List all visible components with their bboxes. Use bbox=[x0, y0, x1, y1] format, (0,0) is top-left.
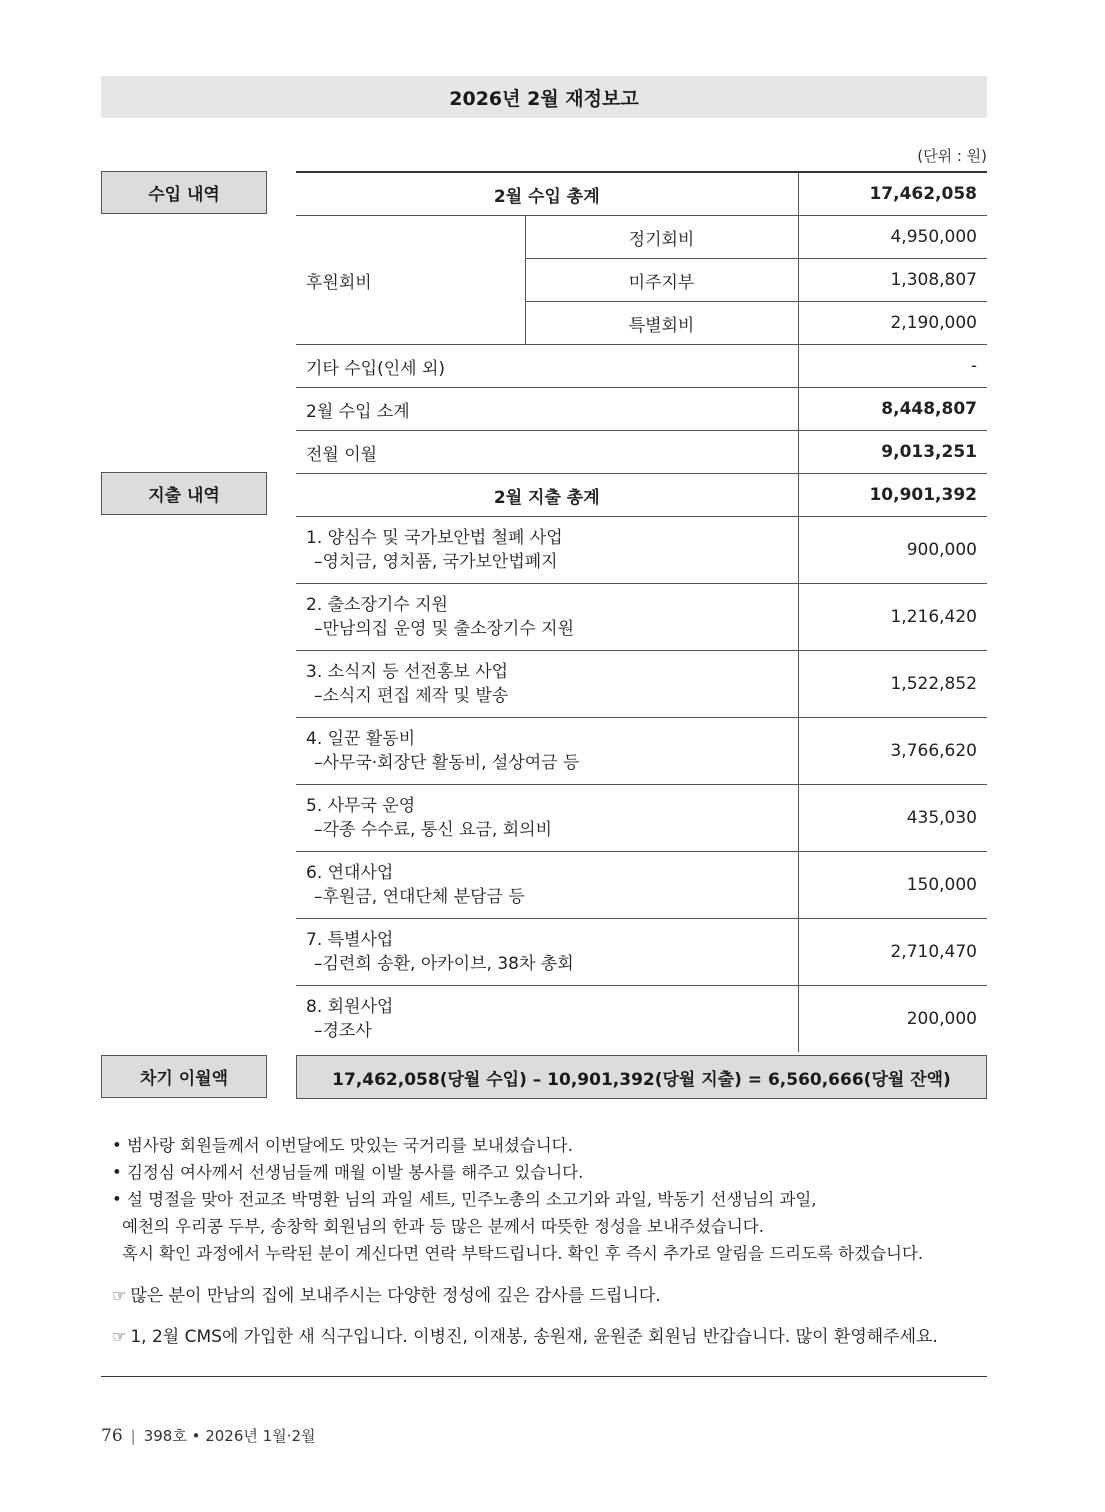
thanks-note bbox=[112, 1281, 661, 1306]
income-total-value: 17,462,058 bbox=[798, 172, 987, 216]
expense-item-row bbox=[296, 785, 987, 852]
expense-item-value: 200,000 bbox=[798, 986, 987, 1053]
dues-label: 미주지부 bbox=[525, 259, 798, 302]
page-number: 76 bbox=[101, 1426, 123, 1446]
dues-label: 정기회비 bbox=[525, 216, 798, 259]
expense-item bbox=[296, 919, 798, 986]
expense-total-label: 2월 지출 총계 bbox=[296, 474, 798, 517]
expense-item-detail: –영치금, 영치품, 국가보안법폐지 bbox=[314, 552, 558, 572]
expense-item bbox=[296, 517, 798, 584]
note-item-continued: 혹시 확인 과정에서 누락된 분이 계신다면 연락 부탁드립니다. 확인 후 즉시 추가로 알림을 드리도록 하겠습니다. bbox=[122, 1244, 924, 1263]
expense-item-detail: –김련희 송환, 아카이브, 38차 총회 bbox=[314, 954, 574, 974]
expense-item-value: 1,522,852 bbox=[798, 651, 987, 718]
prev-carryover-row bbox=[296, 431, 987, 474]
expense-item bbox=[296, 718, 798, 785]
expense-item-title: 8. 회원사업 bbox=[306, 997, 394, 1017]
thanks-text: 많은 분이 만남의 집에 보내주시는 다양한 정성에 깊은 감사를 드립니다. bbox=[130, 1286, 661, 1306]
expense-item bbox=[296, 584, 798, 651]
expense-item-title: 1. 양심수 및 국가보안법 철폐 사업 bbox=[306, 528, 563, 548]
expense-item-title: 7. 특별사업 bbox=[306, 930, 394, 950]
note-item: • 설 명절을 맞아 전교조 박명환 님의 과일 세트, 민주노총의 소고기와 과일, 박동기 선생님의 과일, bbox=[112, 1190, 817, 1209]
expense-item-row bbox=[296, 584, 987, 651]
expense-item-title: 6. 연대사업 bbox=[306, 863, 394, 883]
dues-row bbox=[296, 216, 987, 259]
expense-item bbox=[296, 852, 798, 919]
dues-value: 4,950,000 bbox=[798, 216, 987, 259]
carryover-section-label: 차기 이월액 bbox=[101, 1055, 267, 1098]
unit-note: (단위 : 원) bbox=[917, 147, 987, 165]
dues-value: 2,190,000 bbox=[798, 302, 987, 345]
dues-label: 특별회비 bbox=[525, 302, 798, 345]
new-members-note bbox=[112, 1322, 938, 1347]
expense-item-value: 1,216,420 bbox=[798, 584, 987, 651]
expense-item bbox=[296, 986, 798, 1053]
report-title: 2026년 2월 재정보고 bbox=[101, 76, 987, 118]
divider bbox=[101, 1376, 987, 1377]
note-item-continued: 예천의 우리콩 두부, 송창학 회원님의 한과 등 많은 분께서 따뜻한 정성을 보내주셨습니다. bbox=[122, 1217, 764, 1236]
expense-item-row bbox=[296, 919, 987, 986]
expense-item-detail: –후원금, 연대단체 분담금 등 bbox=[314, 887, 525, 907]
note-item: • 김정심 여사께서 선생님들께 매월 이발 봉사를 해주고 있습니다. bbox=[112, 1163, 584, 1182]
new-members-text: 1, 2월 CMS에 가입한 새 식구입니다. 이병진, 이재봉, 송원재, 윤원준 회원님 반갑습니다. 많이 환영해주세요. bbox=[130, 1327, 938, 1347]
expense-total-row bbox=[296, 474, 987, 517]
expense-item-row bbox=[296, 517, 987, 584]
expense-item-detail: –경조사 bbox=[314, 1021, 372, 1041]
expense-item-title: 2. 출소장기수 지원 bbox=[306, 595, 448, 615]
expense-item-detail: –소식지 편집 제작 및 발송 bbox=[314, 686, 509, 706]
finance-table bbox=[296, 171, 987, 1052]
expense-item-detail: –사무국·회장단 활동비, 설상여금 등 bbox=[314, 753, 580, 773]
footer-separator: | bbox=[130, 1427, 136, 1445]
page-footer bbox=[101, 1425, 315, 1446]
income-subtotal-label: 2월 수입 소계 bbox=[296, 388, 798, 431]
expense-item-title: 3. 소식지 등 선전홍보 사업 bbox=[306, 662, 509, 682]
expense-item-row bbox=[296, 651, 987, 718]
prev-carryover-value: 9,013,251 bbox=[798, 431, 987, 474]
expense-total-value: 10,901,392 bbox=[798, 474, 987, 517]
expense-item bbox=[296, 651, 798, 718]
expense-item-row bbox=[296, 718, 987, 785]
expense-item-title: 5. 사무국 운영 bbox=[306, 796, 416, 816]
expense-item-detail: –각종 수수료, 통신 요금, 회의비 bbox=[314, 820, 552, 840]
income-total-label: 2월 수입 총계 bbox=[296, 172, 798, 216]
expense-item-row bbox=[296, 986, 987, 1053]
expense-item-title: 4. 일꾼 활동비 bbox=[306, 729, 416, 749]
balance-summary: 17,462,058(당월 수입) – 10,901,392(당월 지출) = 6,560,666(당월 잔액) bbox=[296, 1055, 987, 1099]
expense-item-value: 2,710,470 bbox=[798, 919, 987, 986]
dues-group-label: 후원회비 bbox=[296, 216, 525, 345]
expense-item bbox=[296, 785, 798, 852]
income-subtotal-row bbox=[296, 388, 987, 431]
note-item: • 범사랑 회원들께서 이번달에도 맛있는 국거리를 보내셨습니다. bbox=[112, 1136, 573, 1155]
other-income-value: - bbox=[798, 345, 987, 388]
pointing-hand-icon: ☞ bbox=[112, 1286, 127, 1305]
expense-section-label: 지출 내역 bbox=[101, 472, 267, 515]
dues-value: 1,308,807 bbox=[798, 259, 987, 302]
income-section-label: 수입 내역 bbox=[101, 171, 267, 214]
income-total-row bbox=[296, 172, 987, 216]
prev-carryover-label: 전월 이월 bbox=[296, 431, 798, 474]
notes-list bbox=[112, 1132, 992, 1267]
other-income-label: 기타 수입(인세 외) bbox=[296, 345, 798, 388]
expense-item-value: 150,000 bbox=[798, 852, 987, 919]
other-income-row bbox=[296, 345, 987, 388]
issue-info: 398호 • 2026년 1월·2월 bbox=[143, 1427, 316, 1445]
income-subtotal-value: 8,448,807 bbox=[798, 388, 987, 431]
expense-item-value: 3,766,620 bbox=[798, 718, 987, 785]
expense-item-row bbox=[296, 852, 987, 919]
pointing-hand-icon: ☞ bbox=[112, 1327, 127, 1346]
expense-item-value: 900,000 bbox=[798, 517, 987, 584]
expense-item-value: 435,030 bbox=[798, 785, 987, 852]
expense-item-detail: –만남의집 운영 및 출소장기수 지원 bbox=[314, 619, 575, 639]
